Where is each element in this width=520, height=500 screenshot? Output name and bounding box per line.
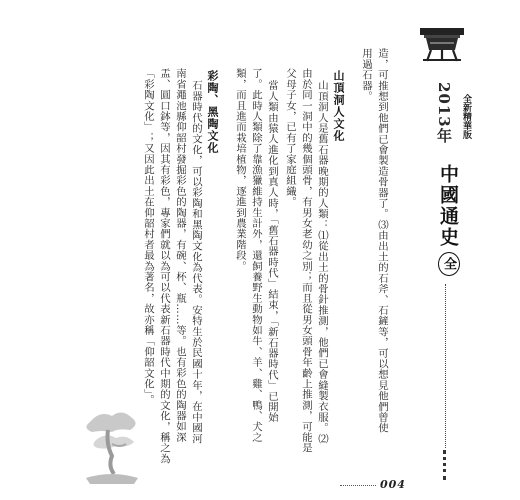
section-heading: 彩陶、黑陶文化 bbox=[206, 70, 219, 154]
text-column: 山頂洞人是舊石器晚期的人類：⑴從出土的骨針推測，他們已會縫製衣服。⑵ bbox=[316, 80, 328, 444]
running-head-rule bbox=[445, 284, 447, 448]
page-number: 004 bbox=[380, 478, 406, 491]
running-head bbox=[398, 52, 488, 492]
text-column: 石器時代的文化，可以彩陶和黑陶文化為代表。安特生於民國十年，在中國河 bbox=[190, 80, 202, 444]
text-column: 造，可推想到他們已會製造骨器了。⑶由出土的石斧、石鏟等，可以想見他們曾使 bbox=[376, 48, 388, 434]
section-heading: 山頂洞人文化 bbox=[332, 70, 345, 142]
text-column: 盂、圓口鉢等，因其有彩色，專家們就以為可以代表新石器時代中期的文化，稱之為 bbox=[158, 68, 170, 464]
volume-badge: 全 bbox=[438, 252, 460, 276]
text-column: 類，而且進而栽培植物，逐進到農業階段。 bbox=[234, 68, 246, 272]
text-column: 南省澠池縣仰韶村發掘彩色的陶器，有碗、杯、瓶……等。也有彩色的陶器如深 bbox=[174, 68, 186, 443]
text-column: 由於同一洞中的幾個頭骨，有男女老幼之別；而且從男女頭骨年齡上推測，可能是 bbox=[300, 68, 312, 454]
text-column: 了。此時人類除了靠漁獵維持生計外，還飼養野生動物如牛、羊、雞、鴨、犬之 bbox=[250, 68, 262, 443]
text-column: 用過石器。 bbox=[360, 48, 372, 102]
page-number-rule bbox=[340, 485, 376, 486]
text-column: 父母子女，已有了家庭組織。 bbox=[284, 68, 296, 208]
running-head-dots bbox=[443, 450, 447, 480]
bonsai-illustration bbox=[78, 400, 144, 486]
running-head-year: 2013年 bbox=[435, 82, 453, 144]
bronze-ding-icon bbox=[416, 26, 468, 62]
book-title: 中國通史 bbox=[437, 164, 459, 248]
running-head-title bbox=[435, 164, 462, 276]
text-column: 「彩陶文化」；又因此出土在仰韶村者最為著名，故亦稱「仰韶文化」。 bbox=[142, 68, 154, 406]
text-column: 當人類由猿人進化到真人時，「舊石器時代」結束，「新石器時代」已開始 bbox=[266, 80, 278, 423]
running-head-edition: 全新精華版 bbox=[461, 94, 471, 139]
